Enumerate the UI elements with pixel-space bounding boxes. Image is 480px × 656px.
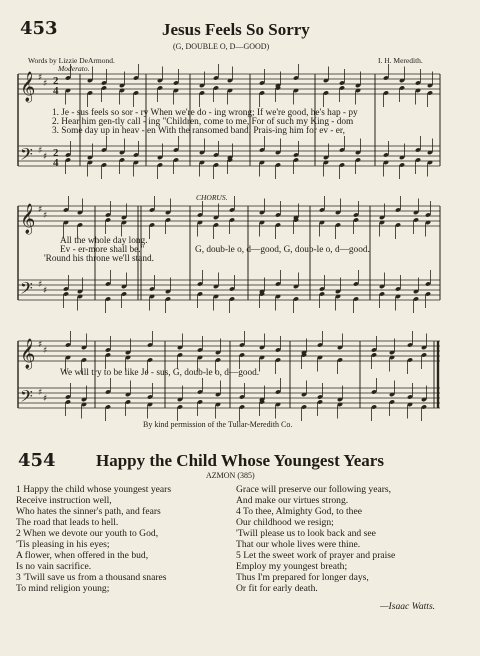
verse-text-line: Our childhood we resign; <box>236 517 334 528</box>
hymn-title: Jesus Feels So Sorry <box>162 20 310 39</box>
svg-text:♯: ♯ <box>38 205 43 215</box>
svg-text:♯: ♯ <box>38 388 43 398</box>
tune-name: (G, DOUBLE O, D—GOOD) <box>173 42 270 51</box>
svg-text:♯: ♯ <box>38 340 43 350</box>
verses-right-column <box>236 484 466 594</box>
chorus-label: CHORUS. <box>196 193 228 202</box>
svg-text:4: 4 <box>53 157 59 169</box>
treble-clef-icon: 𝄞 <box>20 204 36 234</box>
bass-clef-icon: 𝄢 <box>20 386 33 410</box>
bass-clef-icon: 𝄢 <box>20 144 33 168</box>
verse-line-2: 2. Hear him gen-tly call - ing "Children, come to me, For of such my King - dom <box>52 117 354 127</box>
verse-text-line: That our whole lives were thine. <box>236 539 361 550</box>
hymn-number: 453 <box>20 18 58 39</box>
verse-text-line: And make our virtues strong. <box>236 495 349 506</box>
hymn-title: Happy the Child Whose Youngest Years <box>96 451 384 470</box>
verse-text-line: 'Tis pleasing in his eyes; <box>16 539 110 550</box>
verse-text-line: Receive instruction well, <box>16 495 112 506</box>
verse-ending-1: All the whole day long. <box>60 236 148 246</box>
chorus-line-2: We will try to be like Je - sus, G, doub-le o, d—good. <box>60 368 260 378</box>
treble-clef-icon: 𝄞 <box>20 339 36 369</box>
verse-text-line: 4 To thee, Almighty God, to thee <box>236 506 362 517</box>
svg-text:♯: ♯ <box>38 146 43 156</box>
treble-staff-2 <box>18 206 440 226</box>
music-credit: I. H. Meredith. <box>378 56 423 65</box>
verse-text-line: 5 Let the sweet work of prayer and praise <box>236 550 396 561</box>
svg-text:♯: ♯ <box>38 280 43 290</box>
verse-text-line: To mind religion young; <box>16 583 110 594</box>
verse-line-1: 1. Je - sus feels so sor - ry When we're do - ing wrong; If we're good, he's hap - py <box>52 108 358 118</box>
verse-text-line: 'Twill please us to look back and see <box>236 528 376 539</box>
verse-text-line: A flower, when offered in the bud, <box>16 550 149 561</box>
words-credit: Words by Lizzie DeArmond. <box>28 56 115 65</box>
verse-text-line: Who hates the sinner's path, and fears <box>16 506 161 517</box>
treble-clef-icon: 𝄞 <box>20 72 36 102</box>
svg-text:♯: ♯ <box>43 346 48 356</box>
verse-line-3: 3. Some day up in heav - en With the ransomed band, Prais-ing him for ev - er, <box>52 126 345 136</box>
verse-text-line: Thus I'm prepared for longer days, <box>236 572 369 583</box>
svg-text:4: 4 <box>53 85 59 97</box>
svg-text:♯: ♯ <box>43 79 48 89</box>
verse-text-line: 1 Happy the child whose youngest years <box>16 484 172 495</box>
verse-ending-3: 'Round his throne we'll stand. <box>44 254 154 264</box>
svg-text:2: 2 <box>53 147 59 159</box>
verse-text-line: Employ my youngest breath; <box>236 561 348 572</box>
svg-text:♯: ♯ <box>43 152 48 162</box>
tune-name: AZMON (385) <box>206 471 255 480</box>
author-credit: —Isaac Watts. <box>380 601 436 612</box>
verse-text-line: 2 When we devote our youth to God, <box>16 528 159 539</box>
chorus-line-1: G, doub-le o, d—good, G, doub-le o, d—good. <box>195 245 370 255</box>
verses-left-column <box>16 484 231 594</box>
svg-text:2: 2 <box>53 75 59 87</box>
svg-text:♯: ♯ <box>43 211 48 221</box>
hymn-number: 454 <box>18 450 56 471</box>
verse-text-line: The road that leads to hell. <box>16 517 119 528</box>
verse-text-line: 3 'Twill save us from a thousand snares <box>16 572 167 583</box>
verse-text-line: Grace will preserve our following years, <box>236 484 392 495</box>
verse-text-line: Is no vain sacrifice. <box>16 561 92 572</box>
tempo-marking: Moderato. <box>58 64 90 73</box>
svg-text:♯: ♯ <box>38 73 43 83</box>
bass-clef-icon: 𝄢 <box>20 278 33 302</box>
permission-note: By kind permission of the Tullar-Meredith Co. <box>143 420 293 429</box>
verse-text-line: Or fit for early death. <box>236 583 318 594</box>
svg-text:♯: ♯ <box>43 286 48 296</box>
verse-ending-2: Ev - er-more shall be." <box>60 245 145 255</box>
svg-text:♯: ♯ <box>43 394 48 404</box>
